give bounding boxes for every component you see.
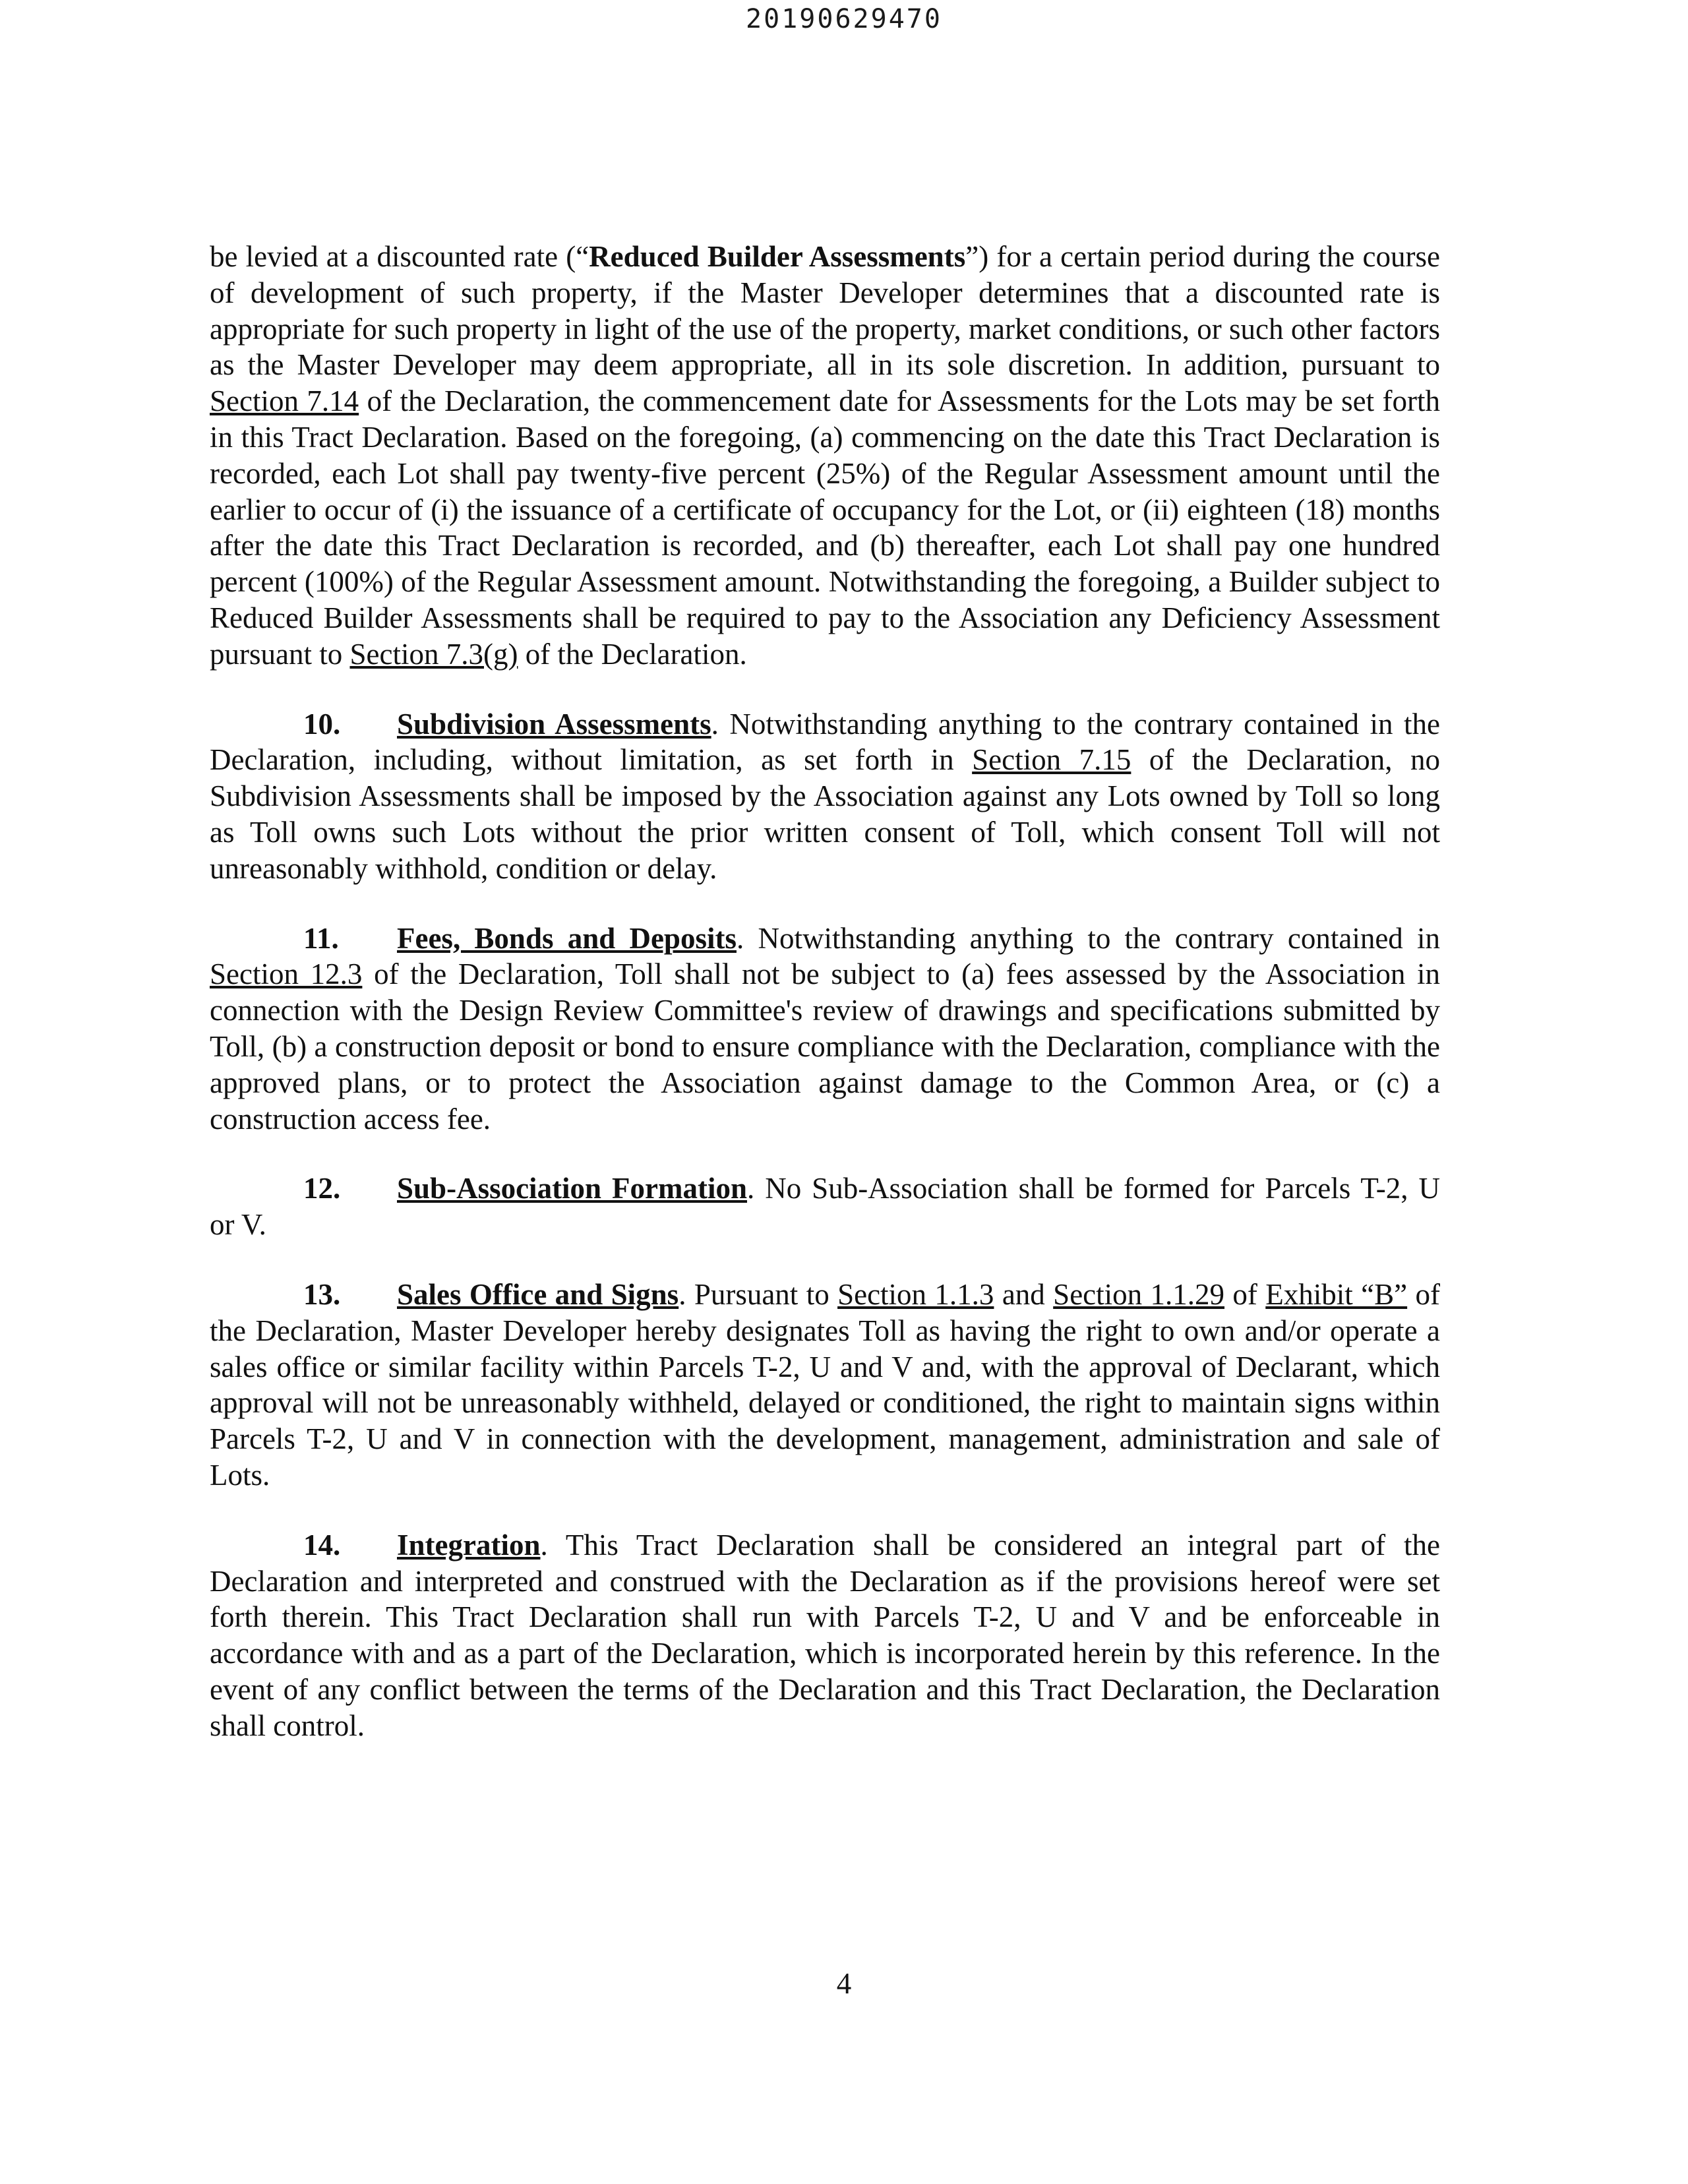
- exhibit-reference: Exhibit “B”: [1265, 1277, 1408, 1311]
- paragraph-number: 11.: [303, 921, 339, 955]
- paragraph-heading: Sales Office and Signs: [397, 1277, 679, 1311]
- section-reference: Section 7.15: [972, 743, 1131, 777]
- text: of the Declaration, no Subdivision Assessments shall be imposed by the Association against any Lots owned by Toll so long as Toll owns such Lots without the prior written consent of Toll, which consent Toll will not unreasonably withhold, condition or delay.: [210, 743, 1441, 885]
- text: of the Declaration, Toll shall not be subject to (a) fees assessed by the Association in connection with the Design Review Committee's review of drawings and specifications submitted by Toll, (b) a construction deposit or bond to ensure compliance with the Declaration, compliance with the approved plans, or to protect the Association against damage to the Common Area, or (c) a construction access fee.: [210, 957, 1441, 1136]
- text: of: [1224, 1277, 1266, 1311]
- text: . Notwithstanding anything to the contrary contained in the Declaration, including, without limitation, as set forth in: [210, 707, 1440, 777]
- text: of the Declaration, the commencement date for Assessments for the Lots may be set forth in this Tract Declaration. Based on the foregoing, (a) commencing on the date this Tract Declaration is recorded, each Lot shall pay twenty-five percent (25%) of the Regular Assessment amount until the earlier to occur of (i) the issuance of a certificate of occupancy for the Lot, or (ii) eighteen (18) months after the date this Tract Declaration is recorded, and (b) thereafter, each Lot shall pay one hundred percent (100%) of the Regular Assessment amount. Notwithstanding the foregoing, a Builder subject to Reduced Builder Assessments shall be required to pay to the Association any Deficiency Assessment pursuant to: [210, 384, 1440, 671]
- section-reference: Section 7.14: [210, 384, 359, 418]
- section-reference: Section 7.3(g): [349, 637, 518, 671]
- defined-term: Reduced Builder Assessments: [589, 240, 966, 273]
- text: . Notwithstanding anything to the contrary contained in: [736, 921, 1441, 955]
- paragraph-11: [210, 921, 1440, 1138]
- paragraph-10: [210, 706, 1440, 887]
- paragraph-heading: Sub-Association Formation: [397, 1172, 747, 1205]
- document-number: 20190629470: [746, 4, 942, 34]
- text: of the Declaration, Master Developer hereby designates Toll as having the right to own and/or operate a sales office or similar facility within Parcels T-2, U and V and, with the approval of Declarant, which approval will not be unreasonably withheld, delayed or conditioned, the right to maintain signs within Parcels T-2, U and V in connection with the development, management, administration and sale of Lots.: [210, 1277, 1440, 1492]
- paragraph-13: [210, 1277, 1440, 1494]
- text: . Pursuant to: [678, 1277, 838, 1311]
- document-body: [210, 239, 1440, 1744]
- paragraph-heading: Subdivision Assessments: [397, 707, 711, 741]
- text: of the Declaration.: [518, 637, 747, 671]
- section-reference: Section 12.3: [210, 957, 363, 991]
- section-reference: Section 1.1.29: [1053, 1277, 1225, 1311]
- paragraph-heading: Integration: [397, 1528, 541, 1562]
- paragraph-number: 14.: [303, 1528, 341, 1562]
- text: be levied at a discounted rate (“: [210, 240, 589, 273]
- paragraph-number: 12.: [303, 1172, 341, 1205]
- section-reference: Section 1.1.3: [837, 1277, 994, 1311]
- paragraph-number: 13.: [303, 1277, 341, 1311]
- paragraph-continuation: [210, 239, 1440, 673]
- text: ”) for a certain period during the course of development of such property, if the Master Developer determines that a discounted rate is appropriate for such property in light of the use of the property, market conditions, or such other factors as the Master Developer may deem appropriate, all in its sole discretion. In addition, pursuant to: [210, 240, 1440, 382]
- text: . No Sub-Association shall be formed for Parcels T-2, U or V.: [210, 1172, 1440, 1242]
- paragraph-heading: Fees, Bonds and Deposits: [397, 921, 737, 955]
- paragraph-14: [210, 1527, 1440, 1744]
- paragraph-12: [210, 1170, 1440, 1243]
- text: and: [994, 1277, 1054, 1311]
- page-number: 4: [836, 1967, 852, 2000]
- paragraph-number: 10.: [303, 707, 341, 741]
- text: . This Tract Declaration shall be considered an integral part of the Declaration and interpreted and construed with the Declaration as if the provisions hereof were set forth therein. This Tract Declaration shall run with Parcels T-2, U and V and be enforceable in accordance with and as a part of the Declaration, which is incorporated herein by this reference. In the event of any conflict between the terms of the Declaration and this Tract Declaration, the Declaration shall control.: [210, 1528, 1440, 1742]
